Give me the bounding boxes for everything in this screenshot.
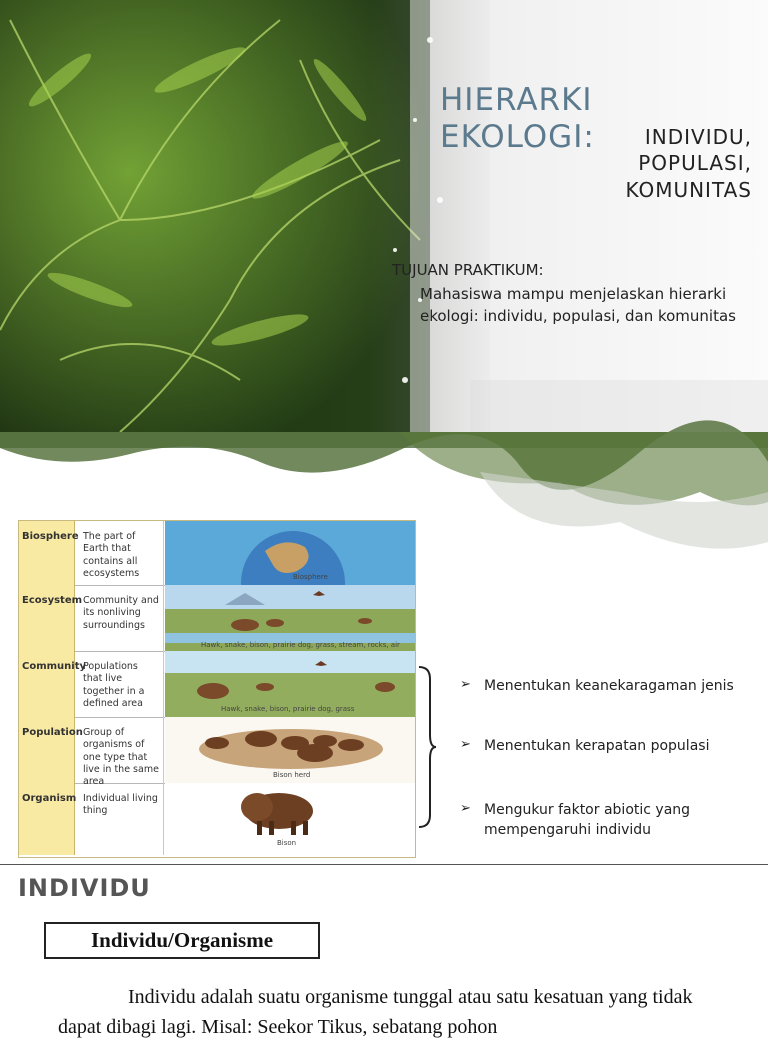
table-row xyxy=(19,521,415,586)
boxed-heading: Individu/Organisme xyxy=(44,922,320,959)
arrow-bullet-icon: ➢ xyxy=(460,737,471,752)
right-bracket-icon xyxy=(418,665,438,829)
level-label: Community xyxy=(19,651,75,717)
arrow-bullet-icon: ➢ xyxy=(460,677,471,692)
table-row xyxy=(19,651,415,718)
level-label: Organism xyxy=(19,783,75,855)
table-row xyxy=(19,783,415,855)
hierarchy-slide xyxy=(0,432,768,864)
level-label: Ecosystem xyxy=(19,585,75,651)
level-description: Community and its nonliving surroundings xyxy=(76,585,164,651)
title-slide xyxy=(0,0,768,432)
image-caption: Hawk, snake, bison, prairie dog, grass, stream, rocks, air xyxy=(201,641,400,649)
slide-divider xyxy=(0,864,768,865)
slide-title: HIERARKI EKOLOGI: xyxy=(440,82,595,156)
biosphere-illustration xyxy=(165,521,415,585)
slide-subtitle: INDIVIDU, POPULASI, KOMUNITAS xyxy=(625,125,752,202)
arrow-bullet-icon: ➢ xyxy=(460,801,471,816)
image-caption: Biosphere xyxy=(293,573,328,581)
individu-slide xyxy=(0,864,768,1038)
level-label: Biosphere xyxy=(19,521,75,585)
palm-foliage-image xyxy=(0,0,768,432)
table-row xyxy=(19,717,415,788)
goal-label: TUJUAN PRAKTIKUM: xyxy=(392,261,544,279)
table-row xyxy=(19,585,415,652)
level-description: Group of organisms of one type that live in the same area xyxy=(76,717,164,783)
population-illustration xyxy=(165,717,415,783)
level-description: The part of Earth that contains all ecosystems xyxy=(76,521,164,585)
bullet-item: ➢ Mengukur faktor abiotic yang mempengaruhi individu xyxy=(460,801,691,839)
level-description: Individual living thing xyxy=(76,783,164,855)
image-caption: Bison xyxy=(277,839,297,847)
section-title: INDIVIDU xyxy=(18,874,151,902)
level-label: Population xyxy=(19,717,75,783)
ecology-hierarchy-table xyxy=(18,520,416,858)
community-illustration xyxy=(165,651,415,717)
image-caption: Hawk, snake, bison, prairie dog, grass xyxy=(221,705,355,713)
definition-paragraph: Individu adalah suatu organisme tunggal atau satu kesatuan yang tidak dapat dibagi lagi. Misal: Seekor Tikus, sebatang pohon xyxy=(58,986,693,1038)
organism-illustration xyxy=(165,783,415,855)
goal-text: Mahasiswa mampu menjelaskan hierarki ekologi: individu, populasi, dan komunitas xyxy=(420,285,736,325)
bullet-item: ➢ Menentukan kerapatan populasi xyxy=(460,737,710,754)
bullet-item: ➢ Menentukan keanekaragaman jenis xyxy=(460,677,734,694)
image-caption: Bison herd xyxy=(273,771,311,779)
ecosystem-illustration xyxy=(165,585,415,651)
level-description: Populations that live together in a defined area xyxy=(76,651,164,717)
